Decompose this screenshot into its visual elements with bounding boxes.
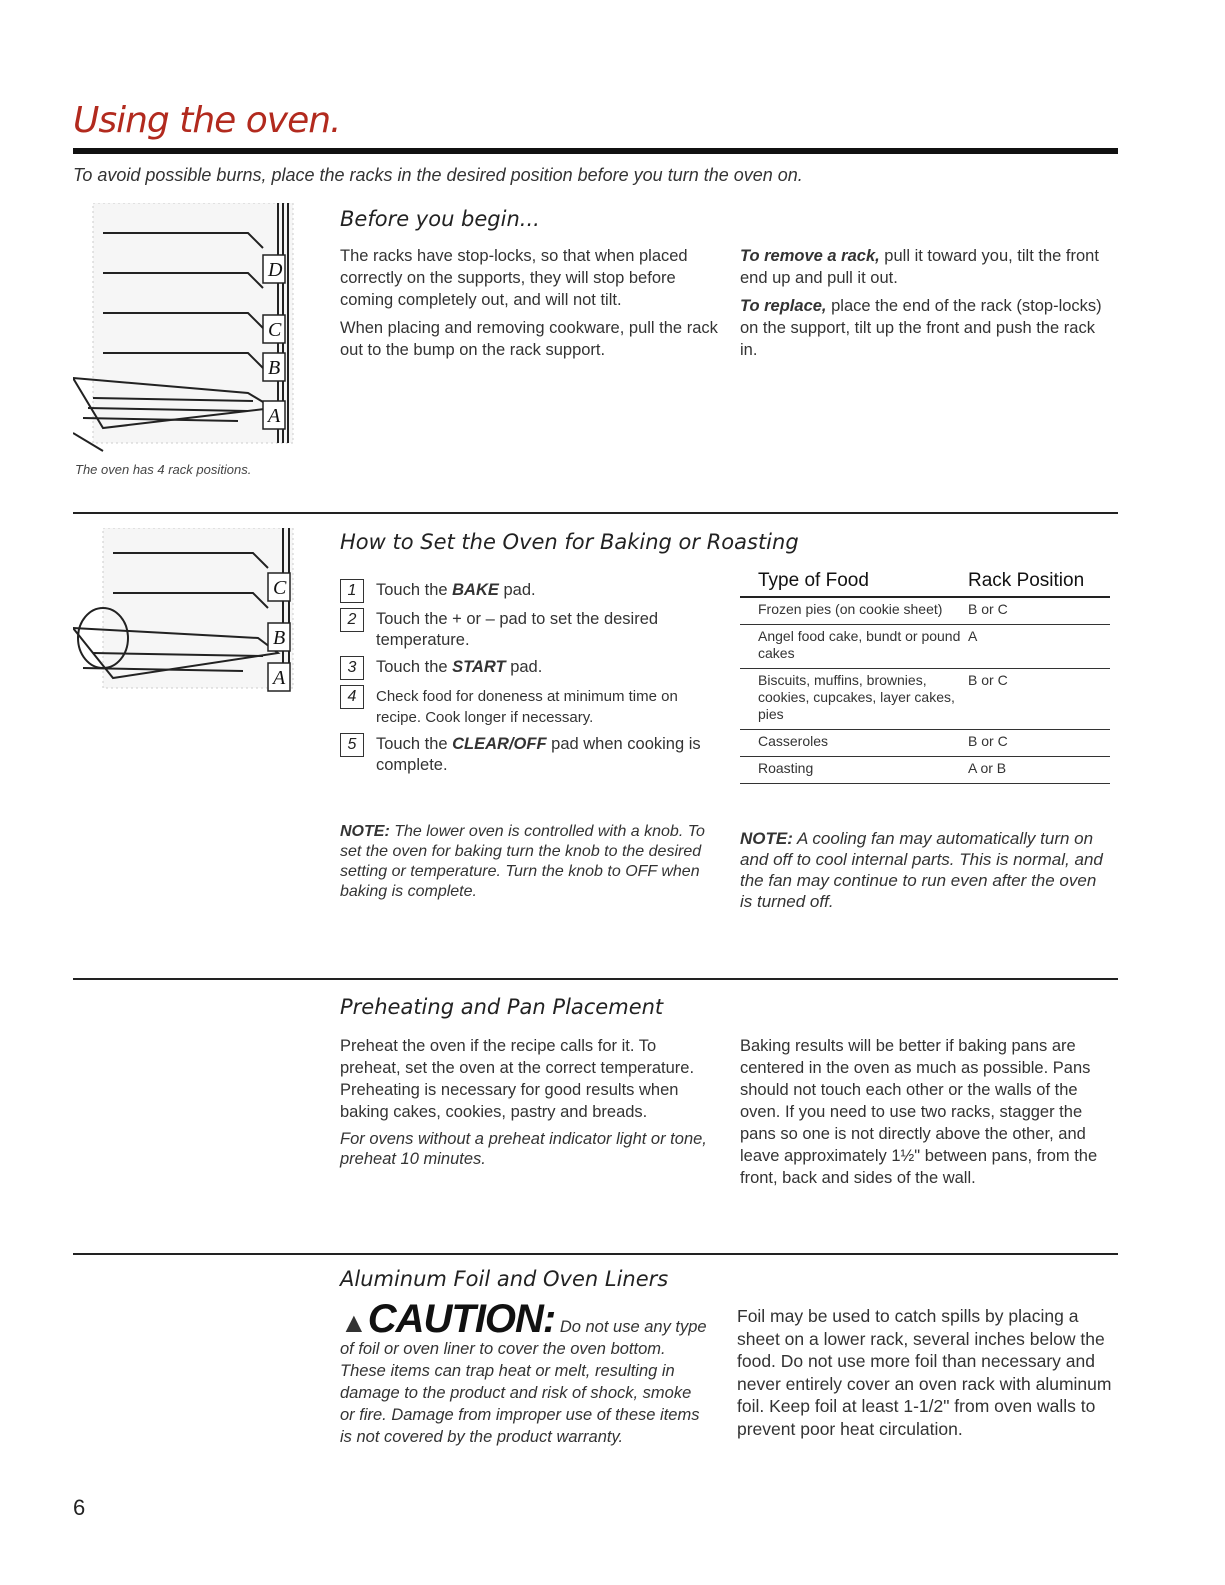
intro-text: To avoid possible burns, place the racks in the desired position before you turn the oven on.: [73, 165, 803, 185]
rack-caption: The oven has 4 rack positions.: [75, 462, 252, 477]
step-number: 4: [340, 685, 364, 709]
replace-rack-lead: To replace,: [740, 297, 827, 315]
remove-rack-lead: To remove a rack,: [740, 247, 880, 265]
clear-off-key: CLEAR/OFF: [452, 735, 547, 753]
section-divider: [73, 1253, 1118, 1255]
table-row: Casseroles B or C: [740, 730, 1110, 757]
step-2: 2 Touch the + or – pad to set the desired temperature.: [340, 609, 720, 651]
baking-rack-label-c: C: [273, 577, 287, 599]
foil-paragraph: Foil may be used to catch spills by placing a sheet on a lower rack, several inches below the food. Do not use more foil than necessary and never entirely cover an oven rack with aluminum foil. Keep foil at least 1-1/2" from oven walls to prevent poor heat circulation.: [737, 1306, 1112, 1439]
fan-note-lead: NOTE:: [740, 829, 793, 848]
baking-steps: [340, 580, 720, 782]
rack-position-header: Rack Position: [968, 570, 1110, 597]
foil-heading: Aluminum Foil and Oven Liners: [340, 1267, 669, 1291]
table-row: Frozen pies (on cookie sheet) B or C: [740, 597, 1110, 625]
page-number: 6: [73, 1495, 86, 1520]
pan-placement-paragraph: Baking results will be better if baking pans are centered in the oven as much as possible. Pans should not touch each other or the walls of the oven. If you need to use two racks, stagger the pans so one is not directly above the other, and leave approximately 1½" between pans, from the front, back and sides of the wall.: [740, 1037, 1098, 1187]
replace-rack-text: place the end of the rack (stop-locks) on the support, tilt up the front and push the rack in.: [740, 297, 1102, 359]
fan-note: NOTE: A cooling fan may automatically turn on and off to cool internal parts. This is normal, and the fan may continue to run even after the oven is turned off.: [740, 829, 1103, 911]
remove-rack-paragraph: [740, 245, 1115, 289]
before-begin-heading: Before you begin...: [340, 207, 540, 231]
baking-rack-label-b: B: [273, 627, 286, 649]
baking-heading: How to Set the Oven for Baking or Roasting: [340, 530, 799, 554]
section-divider: [73, 512, 1118, 514]
baking-rack-illustration: [73, 528, 303, 728]
table-row: Angel food cake, bundt or pound cakes A: [740, 625, 1110, 669]
rack-position-table: [740, 570, 1110, 784]
rack-label-d: D: [268, 259, 283, 281]
section-divider: [73, 978, 1118, 980]
rack-label-b: B: [268, 357, 281, 379]
knob-note: NOTE: The lower oven is controlled with a knob. To set the oven for baking turn the knob to the desired setting or temperature. Turn the knob to OFF when baking is complete.: [340, 823, 705, 900]
title-rule: [73, 148, 1118, 154]
bake-key: BAKE: [452, 581, 499, 599]
cookware-paragraph: When placing and removing cookware, pull the rack out to the bump on the rack support.: [340, 319, 718, 359]
stop-locks-paragraph: The racks have stop-locks, so that when placed correctly on the supports, they will stop before coming completely out, and will not tilt.: [340, 247, 688, 309]
preheat-heading: Preheating and Pan Placement: [340, 995, 664, 1019]
oven-racks-illustration: [73, 203, 313, 453]
baking-rack-label-a: A: [273, 667, 286, 689]
rack-label-c: C: [268, 319, 282, 341]
replace-rack-paragraph: [740, 295, 1115, 361]
step-number: 2: [340, 608, 364, 632]
preheat-tip: For ovens without a preheat indicator light or tone, preheat 10 minutes.: [340, 1130, 707, 1168]
before-begin-right: [740, 245, 1115, 367]
step-3: 3 Touch the START pad.: [340, 657, 720, 680]
preheat-left: [340, 1035, 715, 1175]
step-1: 1 Touch the BAKE pad.: [340, 580, 720, 603]
step-number: 3: [340, 656, 364, 680]
rack-label-a: A: [268, 405, 281, 427]
start-key: START: [452, 658, 506, 676]
note-lead: NOTE:: [340, 823, 390, 840]
page-title: Using the oven.: [73, 100, 341, 141]
step-number: 1: [340, 579, 364, 603]
warning-icon: ▲: [340, 1307, 368, 1338]
step-4: 4 Check food for doneness at minimum time on recipe. Cook longer if necessary.: [340, 686, 720, 728]
table-row: Roasting A or B: [740, 757, 1110, 784]
before-begin-left: [340, 245, 720, 367]
table-row: Biscuits, muffins, brownies, cookies, cupcakes, layer cakes, pies B or C: [740, 669, 1110, 730]
caution-word: CAUTION:: [367, 1297, 556, 1341]
food-type-header: Type of Food: [740, 570, 968, 597]
step-5: 5 Touch the CLEAR/OFF pad when cooking is complete.: [340, 734, 720, 776]
caution-text: Do not use any type of foil or oven liner to cover the oven bottom. These items can trap heat or melt, resulting in damage to the product and risk of shock, smoke or fire. Damage from improper use of these items is not covered by the product warranty.: [340, 1318, 707, 1446]
remove-rack-text: pull it toward you, tilt the front end up and pull it out.: [740, 247, 1099, 287]
preheat-paragraph: Preheat the oven if the recipe calls for it. To preheat, set the oven at the correct temperature. Preheating is necessary for good results when baking cakes, cookies, pastry and breads.: [340, 1037, 695, 1121]
caution-block: [340, 1297, 710, 1448]
step-number: 5: [340, 733, 364, 757]
